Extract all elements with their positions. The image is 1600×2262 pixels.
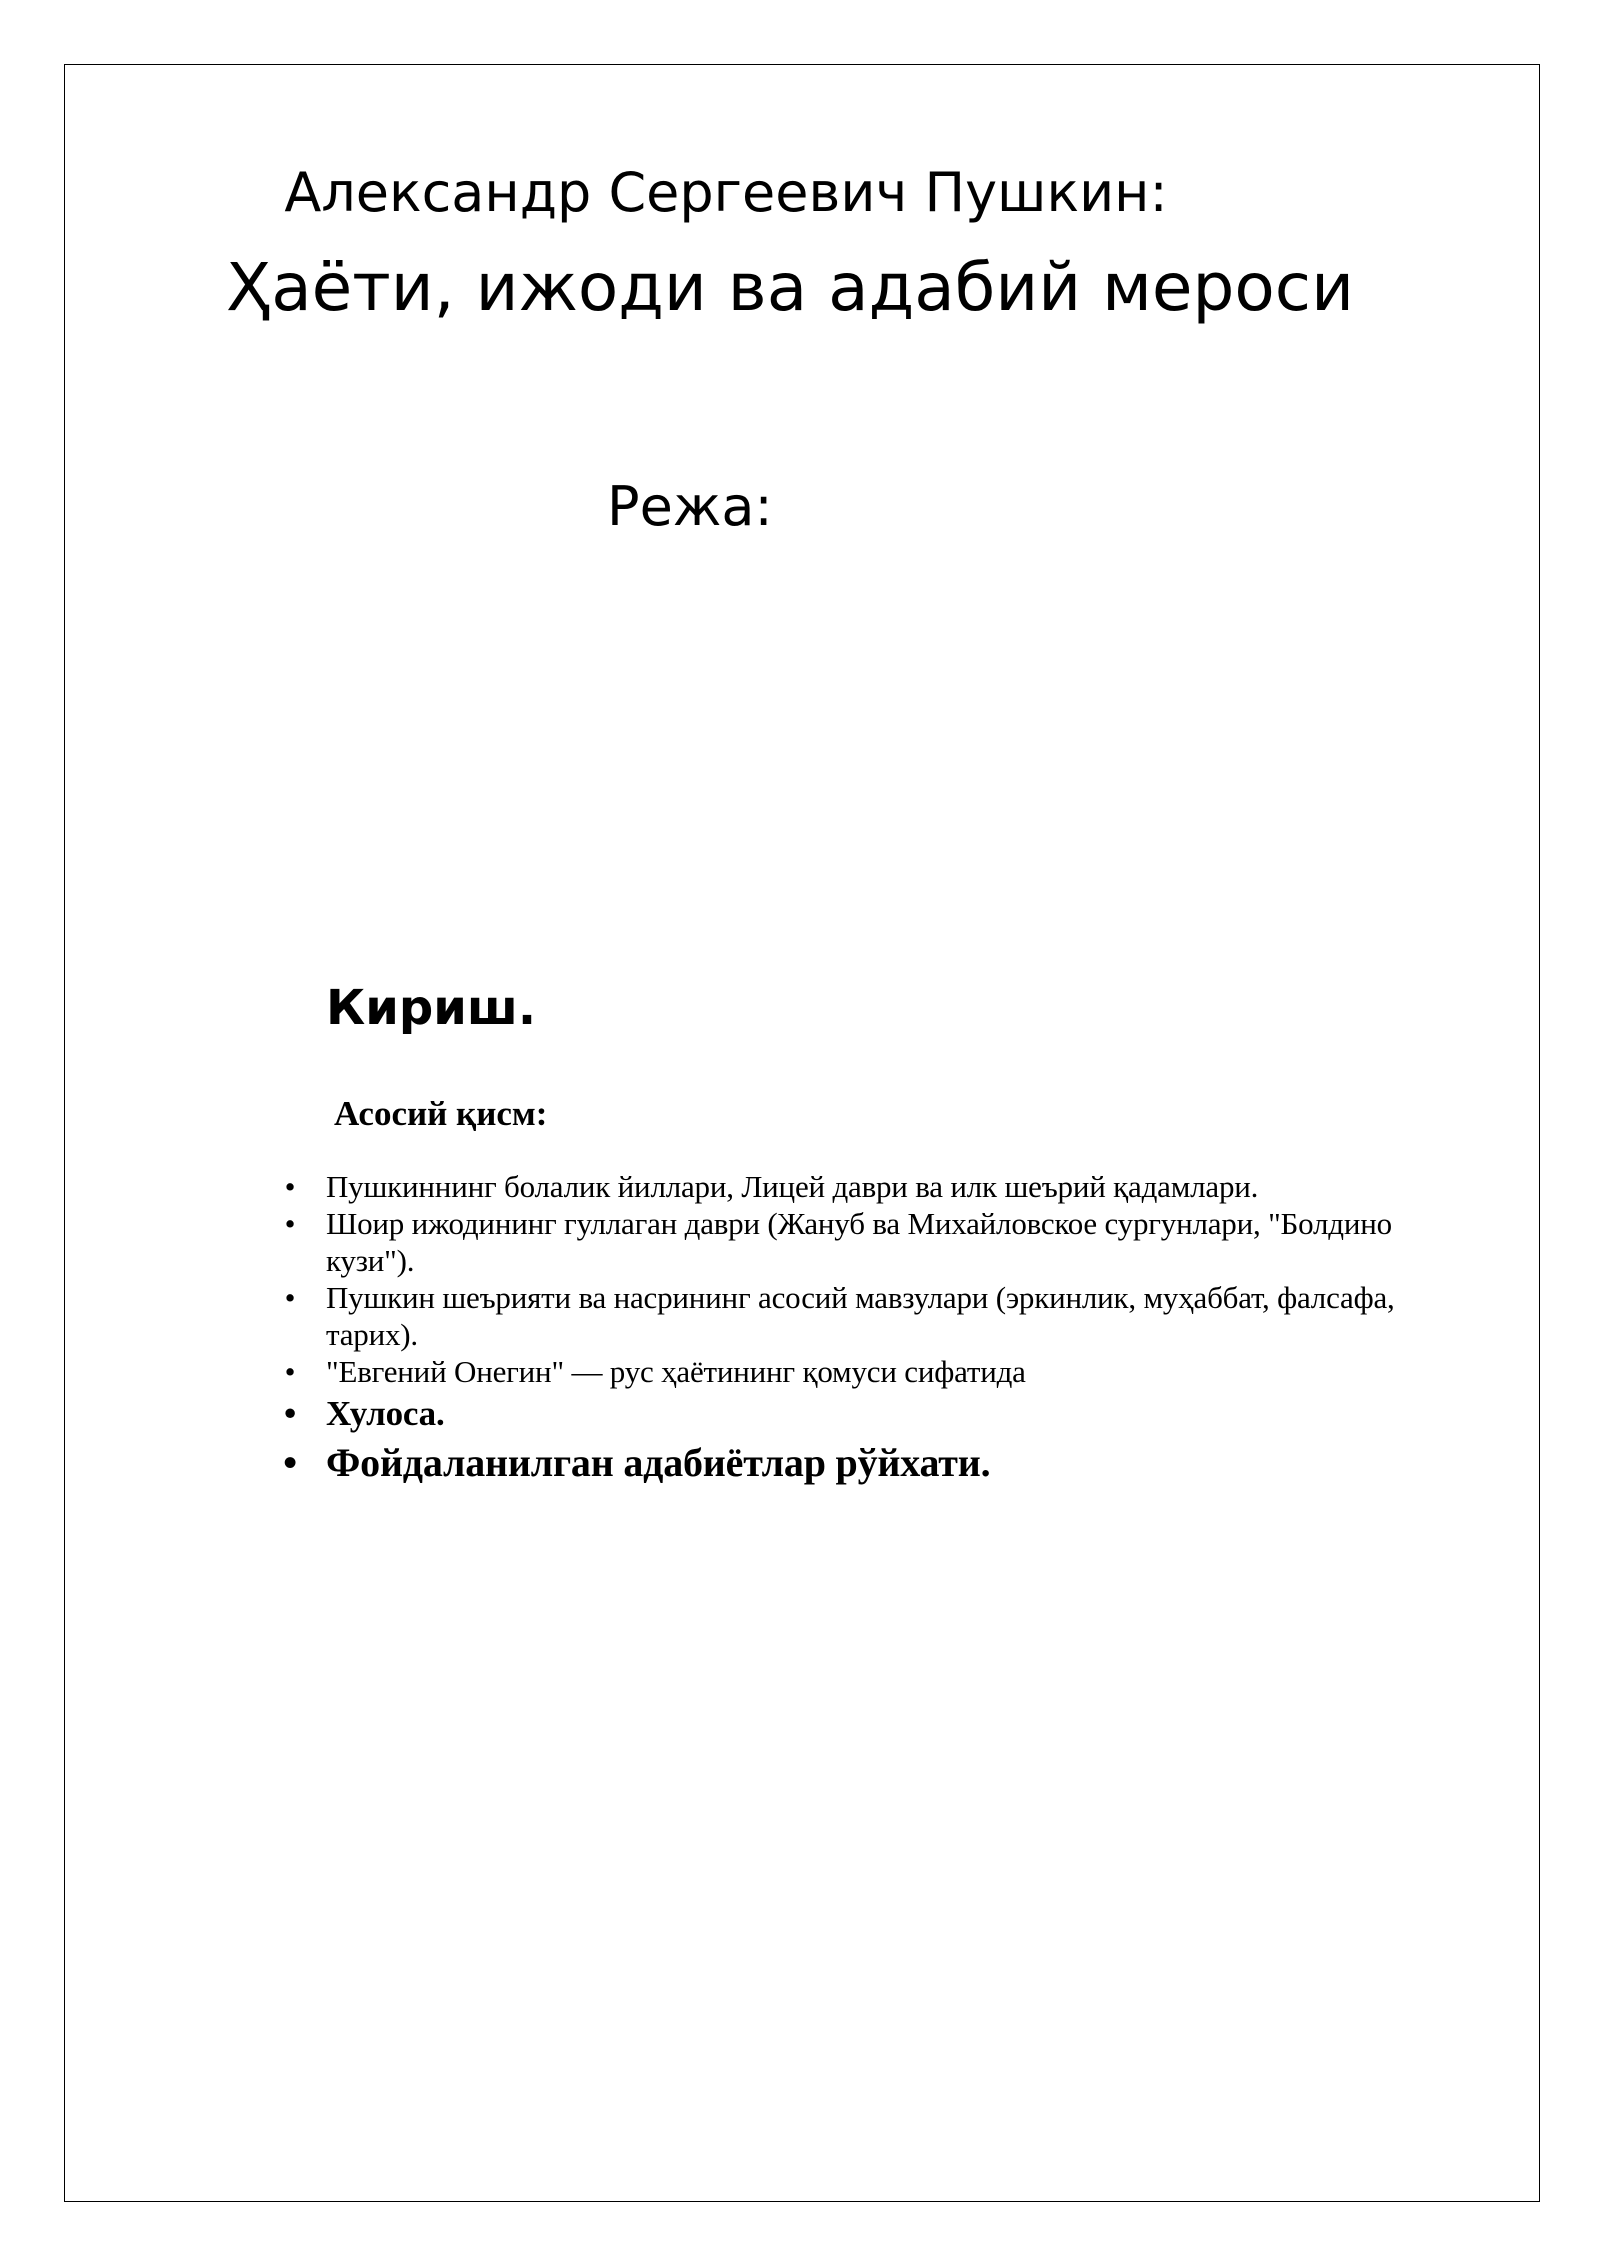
bullet-icon: • [283,1394,297,1433]
page-border [64,64,1540,2202]
list-item-conclusion [283,1392,1476,1436]
bullet-icon: • [284,1354,296,1389]
list-item [284,1279,1476,1353]
bullet-icon: • [284,1280,296,1315]
bullet-icon: • [284,1169,296,1204]
plan-list [283,1168,1476,1488]
bullet-icon: • [283,1440,297,1485]
introduction-heading: Кириш. [326,980,537,1036]
list-item-text: "Евгений Онегин" — рус ҳаётининг қомуси сифатида [326,1354,1026,1389]
list-item [284,1205,1476,1279]
list-item [284,1353,1476,1390]
document-title: Александр Сергеевич Пушкин: [284,161,1168,224]
list-item-text: Пушкин шеърияти ва насрининг асосий мавзулари (эркинлик, муҳаббат, фалсафа, тарих). [326,1280,1395,1352]
document-subtitle: Ҳаёти, ижоди ва адабий мероси [226,249,1354,326]
list-item [284,1168,1476,1205]
list-item-text: Фойдаланилган адабиётлар рўйхати. [326,1440,991,1485]
list-item-text: Шоир ижодининг гуллаган даври (Жануб ва Михайловское сургунлари, "Болдино кузи"). [326,1206,1392,1278]
list-item-references [283,1438,1476,1488]
main-part-heading: Асосий қисм: [334,1094,548,1133]
list-item-text: Пушкиннинг болалик йиллари, Лицей даври ва илк шеърий қадамлари. [326,1169,1259,1204]
bullet-icon: • [284,1206,296,1241]
list-item-text: Хулоса. [326,1394,445,1433]
plan-heading: Режа: [607,475,773,538]
